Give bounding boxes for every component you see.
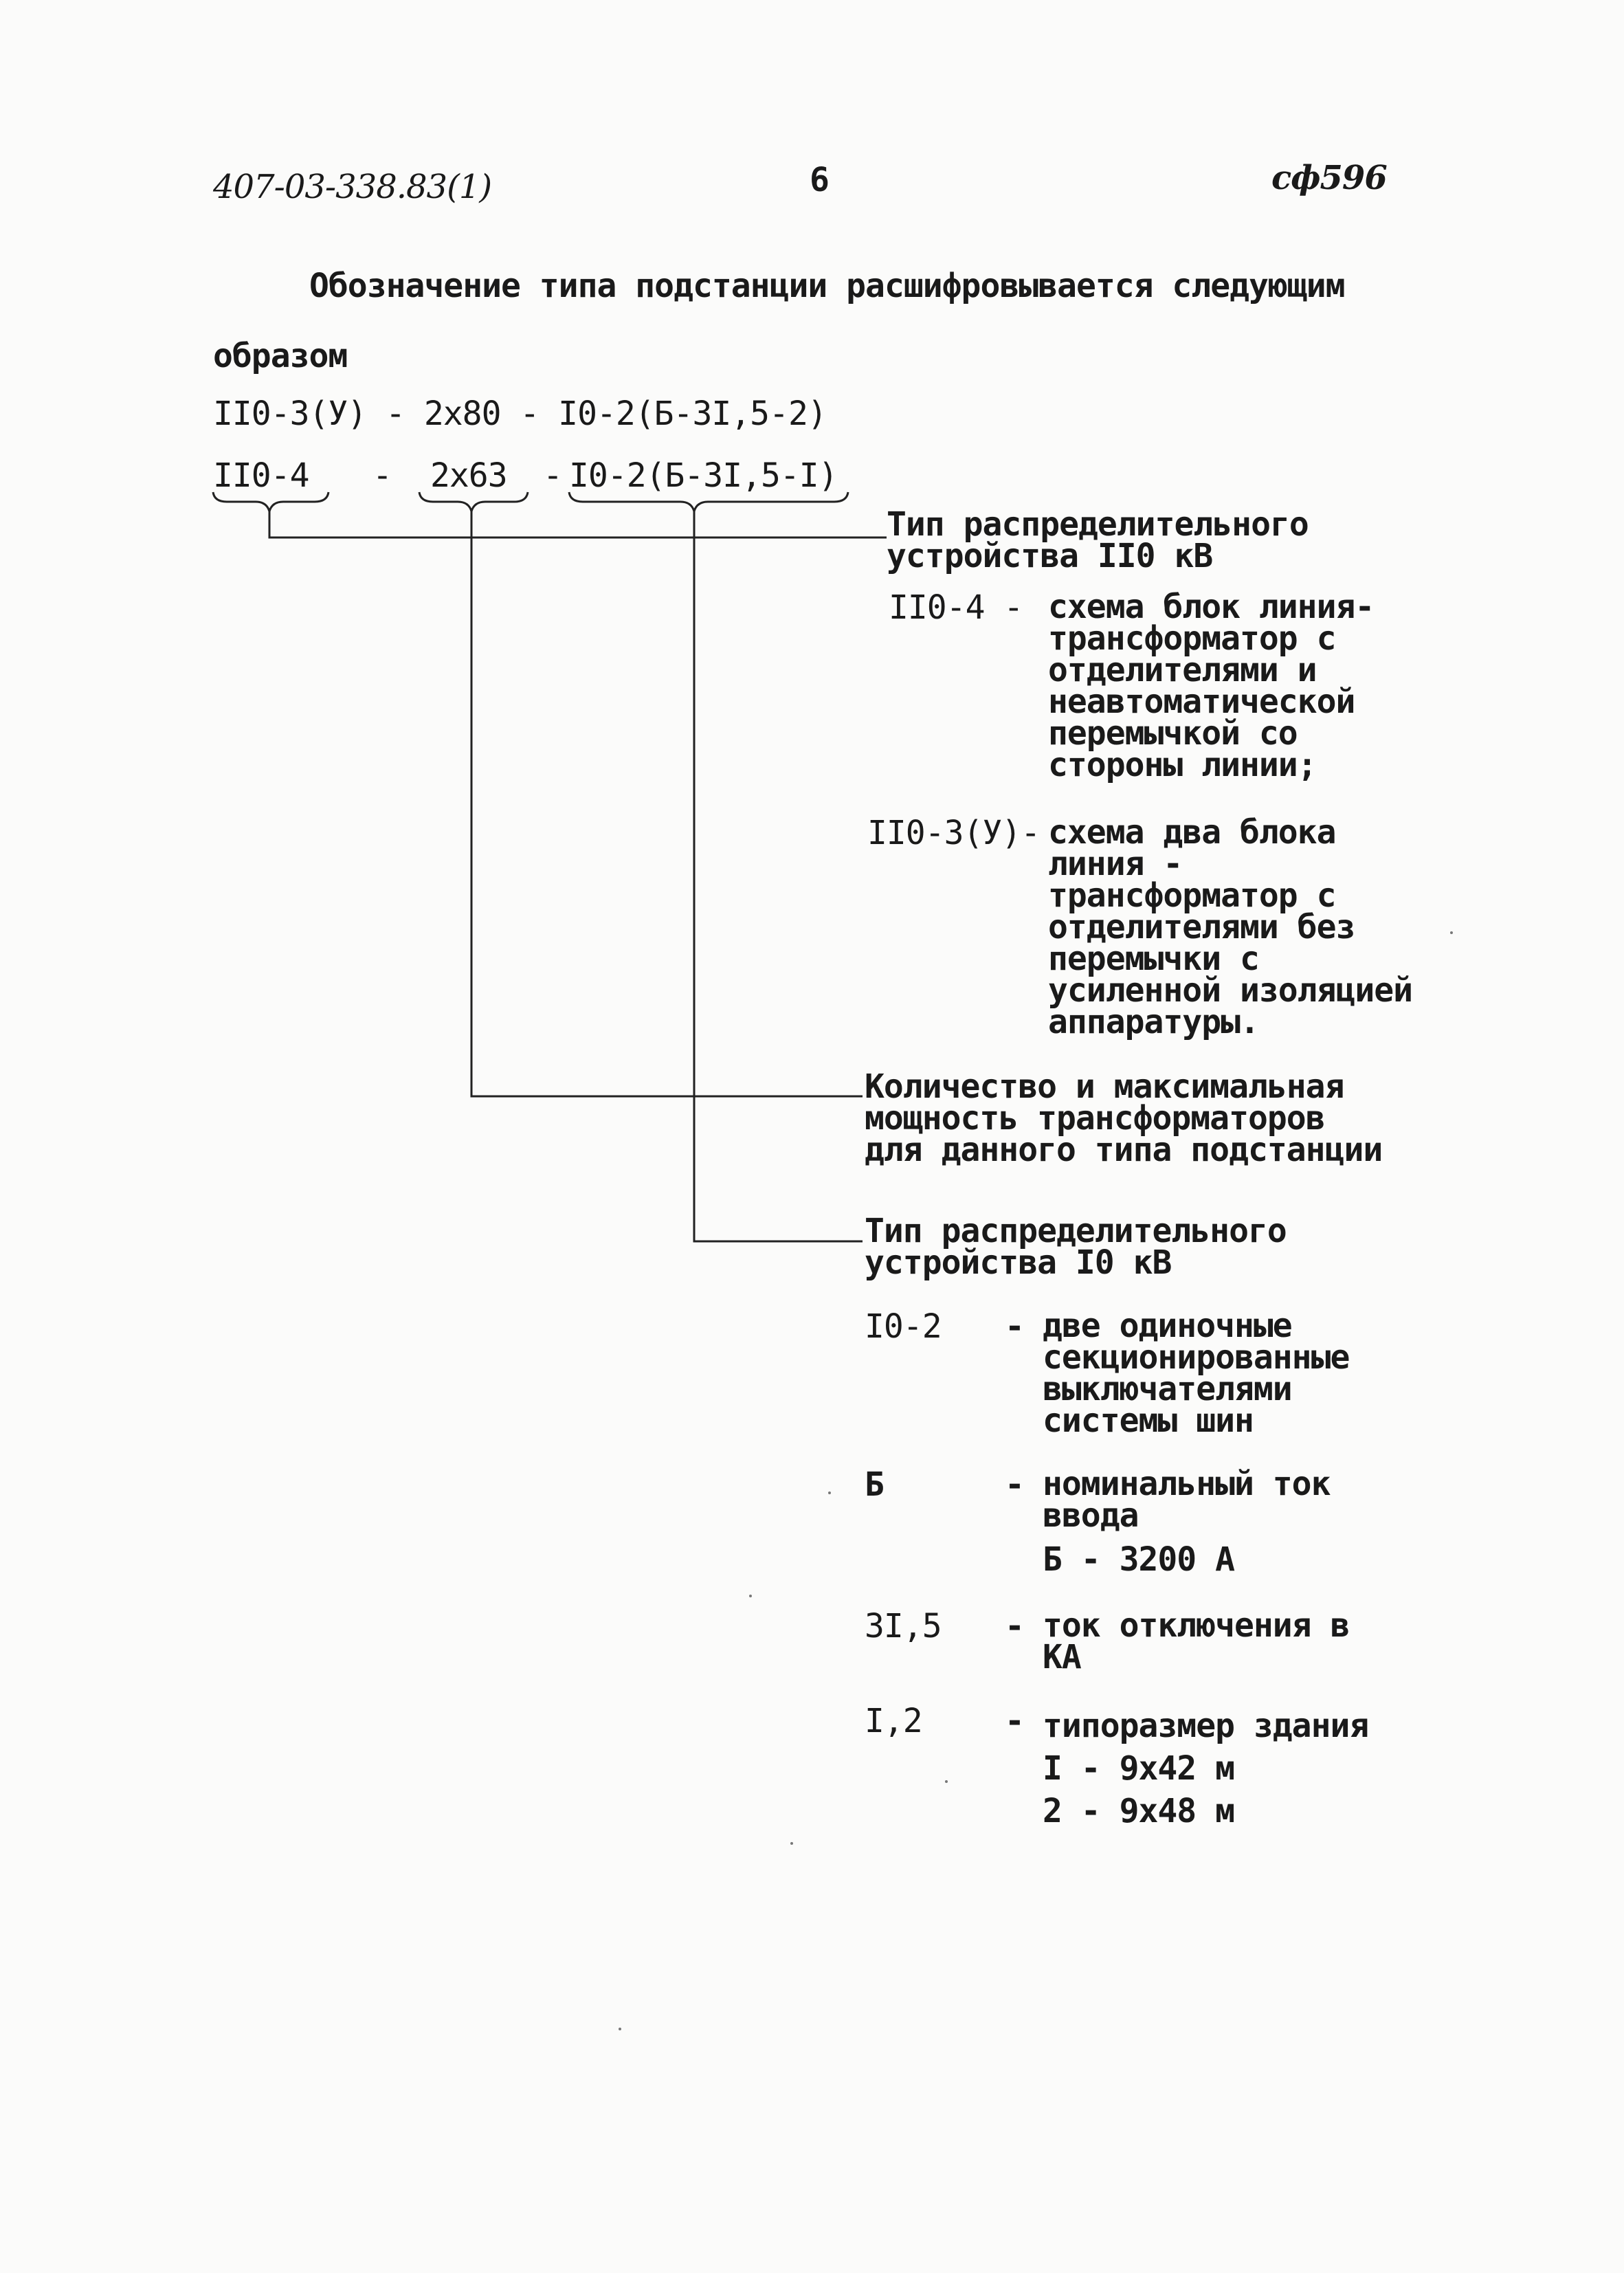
legend-110-item2-desc xyxy=(1048,813,1413,1041)
legend-110-item2-line: трансформатор с xyxy=(1048,876,1336,915)
legend-10-title-line: устройства I0 кВ xyxy=(865,1243,1172,1282)
legend-10-row-desc xyxy=(1043,1606,1350,1676)
legend-10-row-code: I,2 xyxy=(865,1702,922,1740)
scan-speck xyxy=(749,1595,752,1597)
legend-10-desc-line: секционированные xyxy=(1043,1338,1350,1377)
legend-110-item2-line: схема два блока xyxy=(1048,813,1336,852)
legend-10-desc-line: КА xyxy=(1043,1638,1081,1676)
intro-line-2: образом xyxy=(213,337,348,375)
scan-speck xyxy=(945,1780,948,1783)
legend-110-item2-line: усиленной изоляцией xyxy=(1048,971,1413,1010)
scan-speck xyxy=(790,1842,793,1845)
legend-110-item1-line: перемычкой со xyxy=(1048,714,1298,753)
legend-10-title-line: Тип распределительного xyxy=(865,1212,1287,1250)
legend-10-title xyxy=(865,1212,1287,1282)
legend-10-desc-line: выключателями xyxy=(1043,1370,1292,1408)
legend-110-item2-line: отделителями без xyxy=(1048,908,1355,946)
legend-10-desc-line: ввода xyxy=(1043,1496,1139,1535)
legend-110-item1-line: трансформатор с xyxy=(1048,619,1336,658)
legend-110-title xyxy=(887,505,1309,575)
example-code-2-part-110: II0-4 xyxy=(213,456,309,495)
legend-10-desc-line: две одиночные xyxy=(1043,1307,1292,1345)
brace-10 xyxy=(569,492,848,511)
legend-10-desc-line: системы шин xyxy=(1043,1401,1254,1440)
example-code-2-part-power: 2x63 xyxy=(430,456,507,495)
legend-10-desc-line: I - 9x42 м xyxy=(1043,1749,1234,1788)
legend-110-title-line: Тип распределительного xyxy=(887,505,1309,544)
example-code-2-sep-1: - xyxy=(372,456,392,495)
legend-10-row-code: Б xyxy=(865,1465,884,1504)
brace-power xyxy=(419,492,528,511)
scan-speck xyxy=(828,1492,831,1494)
legend-10-row-code: 3I,5 xyxy=(865,1607,942,1645)
page-number: 6 xyxy=(810,161,829,199)
leader-power xyxy=(471,511,863,1096)
legend-10-desc-line: типоразмер здания xyxy=(1043,1707,1369,1745)
legend-110-item1-line: отделителями и xyxy=(1048,651,1317,689)
legend-10-row-desc xyxy=(1043,1465,1331,1535)
legend-10-current-value xyxy=(1043,1540,1234,1579)
legend-110-item1-line: стороны линии; xyxy=(1048,746,1317,784)
legend-10-row-desc xyxy=(1043,1705,1368,1832)
legend-110-item2-line: перемычки с xyxy=(1048,940,1259,978)
legend-110-item1-desc xyxy=(1048,588,1375,784)
brace-110 xyxy=(213,492,329,511)
example-code-2-sep-2: - xyxy=(543,456,562,495)
legend-10-desc-line: ток отключения в xyxy=(1043,1606,1350,1645)
legend-power-line: мощность трансформаторов xyxy=(865,1099,1325,1138)
legend-110-item2-line: линия - xyxy=(1048,845,1183,883)
legend-110-item1-line: схема блок линия- xyxy=(1048,588,1375,626)
leader-10 xyxy=(694,511,863,1241)
legend-10-row-dash: - xyxy=(1005,1607,1024,1645)
legend-110-title-line: устройства II0 кВ xyxy=(887,537,1213,575)
intro-line-1: Обозначение типа подстанции расшифровывается следующим xyxy=(309,267,1345,305)
legend-10-desc-line: 2 - 9x48 м xyxy=(1043,1792,1234,1830)
leader-110 xyxy=(269,511,887,537)
legend-power-line: для данного типа подстанции xyxy=(865,1131,1383,1169)
legend-10-row-desc xyxy=(1043,1307,1350,1440)
legend-10-row-code: I0-2 xyxy=(865,1307,942,1346)
legend-110-item1-code: II0-4 - xyxy=(889,588,1023,627)
example-code-2-part-10: I0-2(Б-3I,5-I) xyxy=(569,456,838,495)
archive-stamp: сф596 xyxy=(1271,159,1387,197)
legend-10-desc-line: номинальный ток xyxy=(1043,1465,1331,1503)
scan-speck xyxy=(619,2028,621,2030)
legend-10-row-dash: - xyxy=(1005,1465,1024,1504)
example-code-1: II0-3(У) - 2x80 - I0-2(Б-3I,5-2) xyxy=(213,395,827,433)
legend-110-item2-code: II0-3(У)- xyxy=(867,814,1041,852)
legend-10-desc-line: Б - 3200 А xyxy=(1043,1540,1234,1579)
legend-10-row-dash: - xyxy=(1005,1307,1024,1346)
document-code: 407-03-338.83(1) xyxy=(213,168,492,206)
legend-power-title xyxy=(865,1067,1383,1169)
legend-110-item1-line: неавтоматической xyxy=(1048,683,1355,721)
legend-10-row-dash: - xyxy=(1005,1702,1024,1740)
legend-110-item2-line: аппаратуры. xyxy=(1048,1003,1259,1041)
scan-speck xyxy=(1450,931,1453,934)
legend-power-line: Количество и максимальная xyxy=(865,1067,1344,1106)
